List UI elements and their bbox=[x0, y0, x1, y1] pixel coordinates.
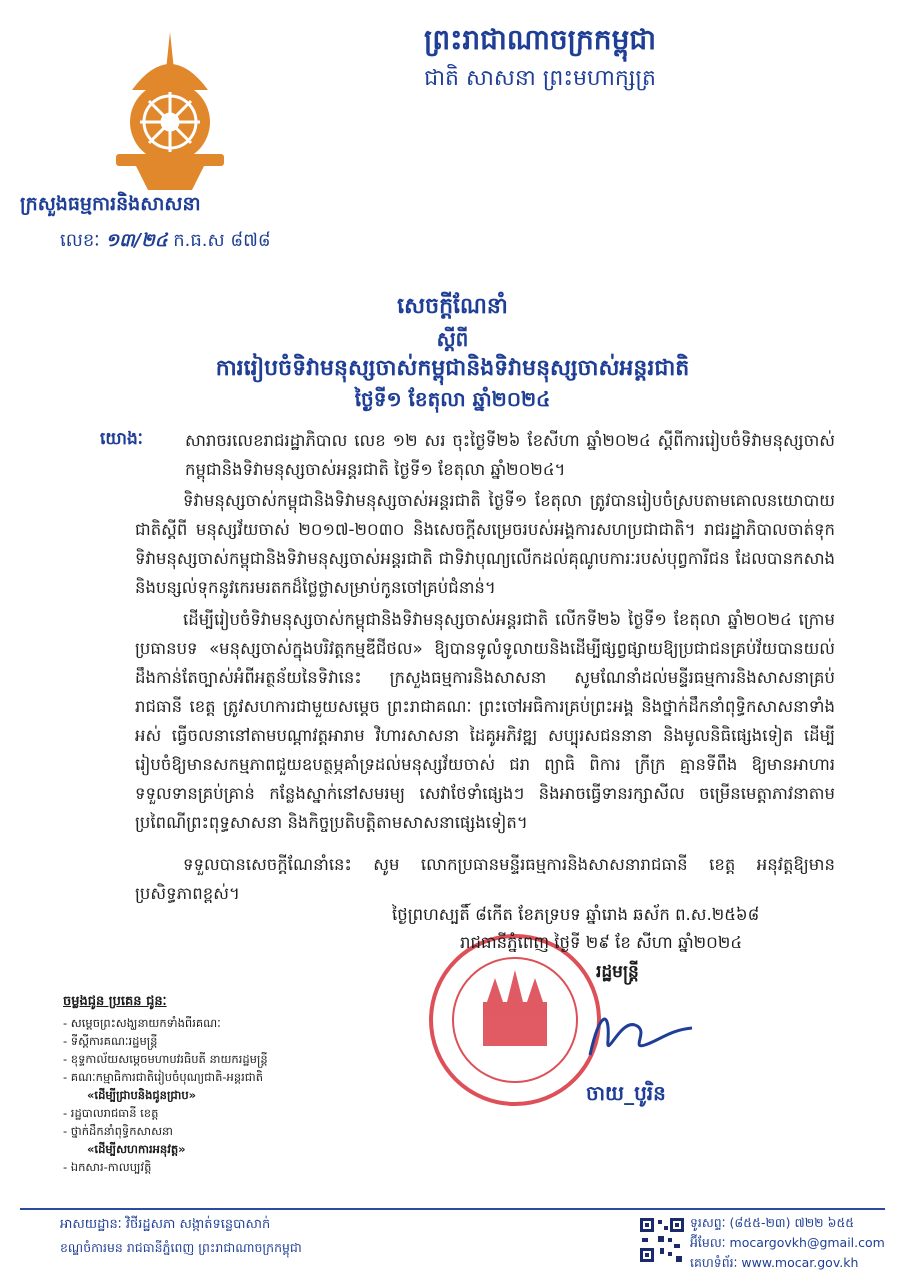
cc-note: «ដើម្បីសហការអនុវត្ត» bbox=[87, 1142, 186, 1156]
cc-title: ចម្លងជូន ប្រគេន ជូនៈ bbox=[63, 994, 167, 1009]
paragraph-3: ទទួលបានសេចក្តីណែនាំនេះ សូម លោកប្រធានមន្ទីរធម្មការនិងសាសនារាជធានី ខេត្ត អនុវត្តឱ្យមានប្រសិទ្ធភាពខ្ពស់។ bbox=[135, 855, 835, 903]
national-motto: ជាតិ សាសនា ព្រះមហាក្សត្រ bbox=[424, 66, 656, 91]
title-date: ថ្ងៃទី១ ខែតុលា ឆ្នាំ២០២៤ bbox=[354, 387, 551, 411]
signature-icon bbox=[580, 1000, 700, 1070]
ministry-name: ក្រសួងធម្មការនិងសាសនា bbox=[20, 193, 201, 215]
reference-number bbox=[60, 228, 380, 255]
paragraph-2: ដើម្បីរៀបចំទិវាមនុស្សចាស់កម្ពុជានិងទិវាមនុស្សចាស់អន្តរជាតិ លើកទី២៦ ថ្ងៃទី១ ខែតុលា ឆ្នាំ២០២៤ ក្រោមប្រធានបទ «មនុស្សចាស់ក្នុងបរិវត្តកម្មឌីជីថល» ឱ្យបានទូលំទូលាយនិងដើម្បីផ្សព្វផ្សាយឱ្យប្រជាជនគ្រប់វ័យបានយល់ដឹងកាន់តែច្បាស់អំពីអត្ថន័យនៃទិវានេះ ក្រសួងធម្មការនិងសាសនា សូមណែនាំដល់មន្ទីរធម្មការនិងសាសនាគ្រប់រាជធានី ខេត្ត ត្រូវសហការជាមួយសម្តេច ព្រះរាជាគណៈ ព្រះចៅអធិការគ្រប់ព្រះអង្គ និងថ្នាក់ដឹកនាំពុទ្ធិកសាសនាទាំងអស់ ធ្វើចលនានៅតាមបណ្តាវត្តអារាម វិហារសាសនា ដៃគូអភិវឌ្ឍ សប្បុរសជននានា និងមូលនិធិផ្សេងទៀត ដើម្បីរៀបចំឱ្យមានសកម្មភាពជួយឧបត្ថម្ភគាំទ្រដល់មនុស្សវ័យចាស់ ជរា ព្យាធិ ពិការ ក្រីក្រ គ្មានទីពឹង ឱ្យមានអាហារទទួលទានគ្រប់គ្រាន់ កន្លែងស្នាក់នៅសមរម្យ សេវាថែទាំផ្សេងៗ និងអាចធ្វើទានរក្សាសីល ចម្រើនមេត្តាភាវនាតាមប្រពៃណីព្រះពុទ្ធសាសនា និងកិច្ចប្រតិបត្តិតាមសាសនាផ្សេងទៀត។ bbox=[135, 610, 835, 832]
official-stamp-icon bbox=[425, 930, 605, 1110]
signatory-name: ចាយ_បូរិន bbox=[586, 1081, 666, 1105]
place-date: រាជធានីភ្នំពេញ ថ្ងៃទី ២៩ ខែ សីហា ឆ្នាំ២០២៤ bbox=[460, 933, 743, 952]
cc-item: - ខុទ្ទកាល័យសម្តេចមហាបវរធិបតី នាយករដ្ឋមន្ត្រី bbox=[63, 1052, 268, 1066]
ref-suffix: ក.ធ.ស ៨៧៨ bbox=[173, 230, 271, 251]
footer-contact bbox=[690, 1213, 885, 1273]
signatory-title: រដ្ឋមន្ត្រី bbox=[596, 962, 639, 982]
cc-note: «ដើម្បីជ្រាបនិងជូនជ្រាប» bbox=[87, 1088, 197, 1102]
title-about: ស្តីពី bbox=[436, 327, 469, 351]
ref-number: ១៣/២៤ bbox=[105, 230, 168, 251]
footer-phone: ទូរសព្ទៈ (៨៥៥-២៣) ៧២២ ៦៥៥ bbox=[690, 1215, 855, 1230]
document-title: សេចក្តីណែនាំ bbox=[397, 294, 508, 319]
cc-item: - ថ្នាក់ដឹកនាំពុទ្ធិកសាសនា bbox=[63, 1124, 174, 1138]
cc-item: - ទីស្តីការគណៈរដ្ឋមន្ត្រី bbox=[63, 1034, 158, 1048]
paragraph-1: ទិវាមនុស្សចាស់កម្ពុជានិងទិវាមនុស្សចាស់អន្តរជាតិ ថ្ងៃទី១ ខែតុលា ត្រូវបានរៀបចំស្របតាមគោលនយោបាយជាតិស្តីពី មនុស្សវ័យចាស់ ២០១៧-២០៣០ និងសេចក្តីសម្រេចរបស់អង្គការសហប្រជាជាតិ។ រាជរដ្ឋាភិបាលចាត់ទុកទិវាមនុស្សចាស់កម្ពុជានិងទិវាមនុស្សចាស់អន្តរជាតិ ជាទិវាបុណ្យលើកដល់គុណូបការៈរបស់បុព្វការីជន ដែលបានកសាងនិងបន្សល់ទុកនូវកេរមរតកដ៏ថ្លៃថ្លាសម្រាប់កូនចៅគ្រប់ជំនាន់។ bbox=[135, 491, 835, 597]
kingdom-title: ព្រះរាជាណាចក្រកម្ពុជា bbox=[423, 23, 656, 56]
lunar-date: ថ្ងៃព្រហស្បតិ៍ ៨កើត ខែភទ្របទ ឆ្នាំរោង ឆស័ក ព.ស.២៥៦៨ bbox=[392, 905, 760, 924]
footer-address-2: ខណ្ឌចំការមន រាជធានីភ្នំពេញ ព្រះរាជាណាចក្រកម្ពុជា bbox=[60, 1240, 302, 1255]
cc-list bbox=[63, 1014, 323, 1176]
footer-email[interactable]: អ៊ីមែលៈ mocargovkh@gmail.com bbox=[690, 1235, 885, 1250]
reference-text: សារាចរលេខរាជរដ្ឋាភិបាល លេខ ១២ សរ ចុះថ្ងៃទី២៦ ខែសីហា ឆ្នាំ២០២៤ ស្តីពីការរៀបចំទិវាមនុស្សចាស់កម្ពុជានិងទិវាមនុស្សចាស់អន្តរជាតិ ថ្ងៃទី១ ខែតុលា ឆ្នាំ២០២៤។ bbox=[185, 431, 835, 479]
cc-item: - ឯកសារ-កាលប្បវត្តិ bbox=[63, 1160, 152, 1174]
cc-item: - សម្តេចព្រះសង្ឃនាយកទាំងពីរគណៈ bbox=[63, 1016, 221, 1030]
qr-code-icon bbox=[638, 1216, 686, 1264]
ministry-emblem-icon bbox=[112, 30, 228, 190]
reference-label: យោងៈ bbox=[100, 429, 143, 449]
title-subject: ការរៀបចំទិវាមនុស្សចាស់កម្ពុជានិងទិវាមនុស្សចាស់អន្តរជាតិ bbox=[215, 356, 690, 381]
cc-item: - រដ្ឋបាលរាជធានី ខេត្ត bbox=[63, 1106, 159, 1120]
footer-website[interactable]: គេហទំព័រៈ www.mocar.gov.kh bbox=[690, 1255, 859, 1270]
footer-address-1: អាសយដ្ឋានៈ វិថីរដ្ឋសភា សង្កាត់ទន្លេបាសាក់ bbox=[60, 1217, 271, 1232]
footer-divider bbox=[20, 1208, 885, 1210]
cc-item: - គណៈកម្មាធិការជាតិរៀបចំបុណ្យជាតិ-អន្តរជាតិ bbox=[63, 1070, 264, 1084]
ref-label: លេខៈ bbox=[60, 230, 100, 251]
